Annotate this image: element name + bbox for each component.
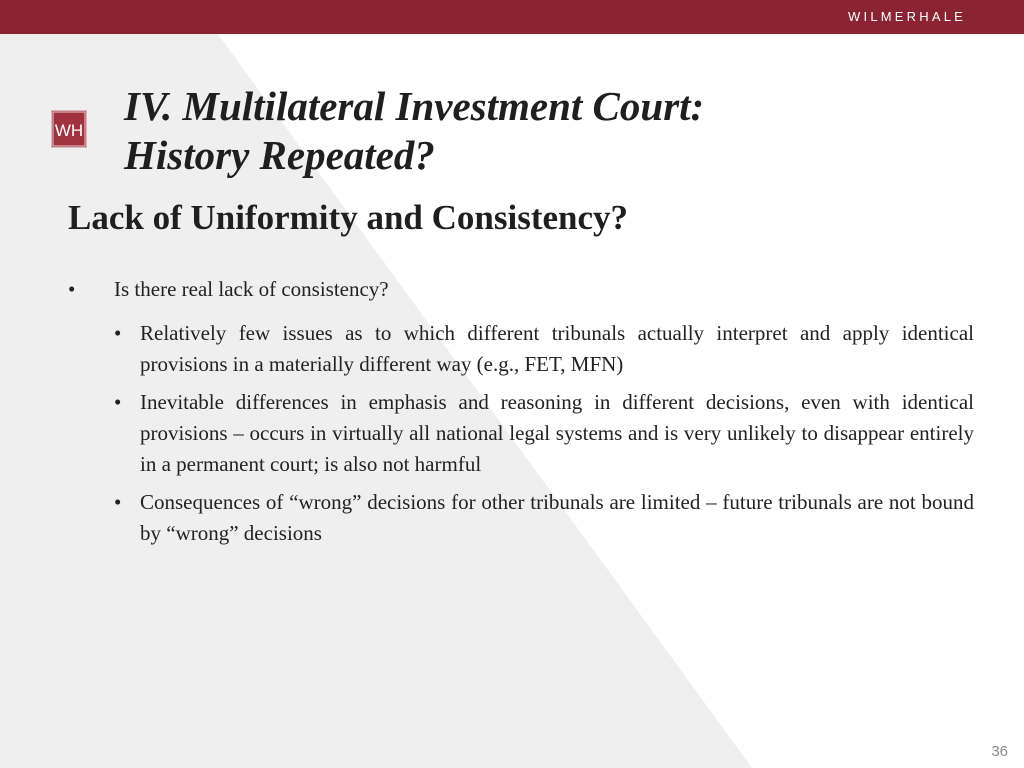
bullet-dot: • (68, 277, 76, 301)
slide-title (124, 82, 704, 180)
slide-subtitle: Lack of Uniformity and Consistency? (68, 198, 629, 237)
main-bullet-text: Is there real lack of consistency? (114, 277, 389, 301)
sub-bullet-text: Relatively few issues as to which different tribunals actually interpret and apply identical provisions in a materially different way (e.g., FET, MFN) (140, 321, 974, 376)
slide-title-line-1: IV. Multilateral Investment Court: (124, 83, 705, 129)
sub-bullet-list (114, 318, 974, 556)
brand-name: WILMERHALE (848, 9, 966, 24)
bullet-dot: • (114, 321, 122, 345)
logo-letters: WH (54, 121, 84, 140)
sub-bullet-item (114, 487, 974, 549)
sub-bullet-item (114, 387, 974, 480)
sub-bullet-item (114, 318, 974, 380)
bullet-dot: • (114, 490, 122, 514)
bullet-dot: • (114, 390, 122, 414)
page-number: 36 (991, 743, 1008, 760)
sub-bullet-text: Inevitable differences in emphasis and reasoning in different decisions, even with identical provisions – occurs in virtually all national legal systems and is very unlikely to disappear entirely in a permanent court; is also not harmful (140, 390, 974, 476)
header-bar (0, 0, 1024, 34)
sub-bullet-text: Consequences of “wrong” decisions for other tribunals are limited – future tribunals are not bound by “wrong” decisions (140, 490, 974, 545)
wh-logo (52, 111, 86, 147)
slide-title-line-2: History Repeated? (124, 132, 435, 178)
